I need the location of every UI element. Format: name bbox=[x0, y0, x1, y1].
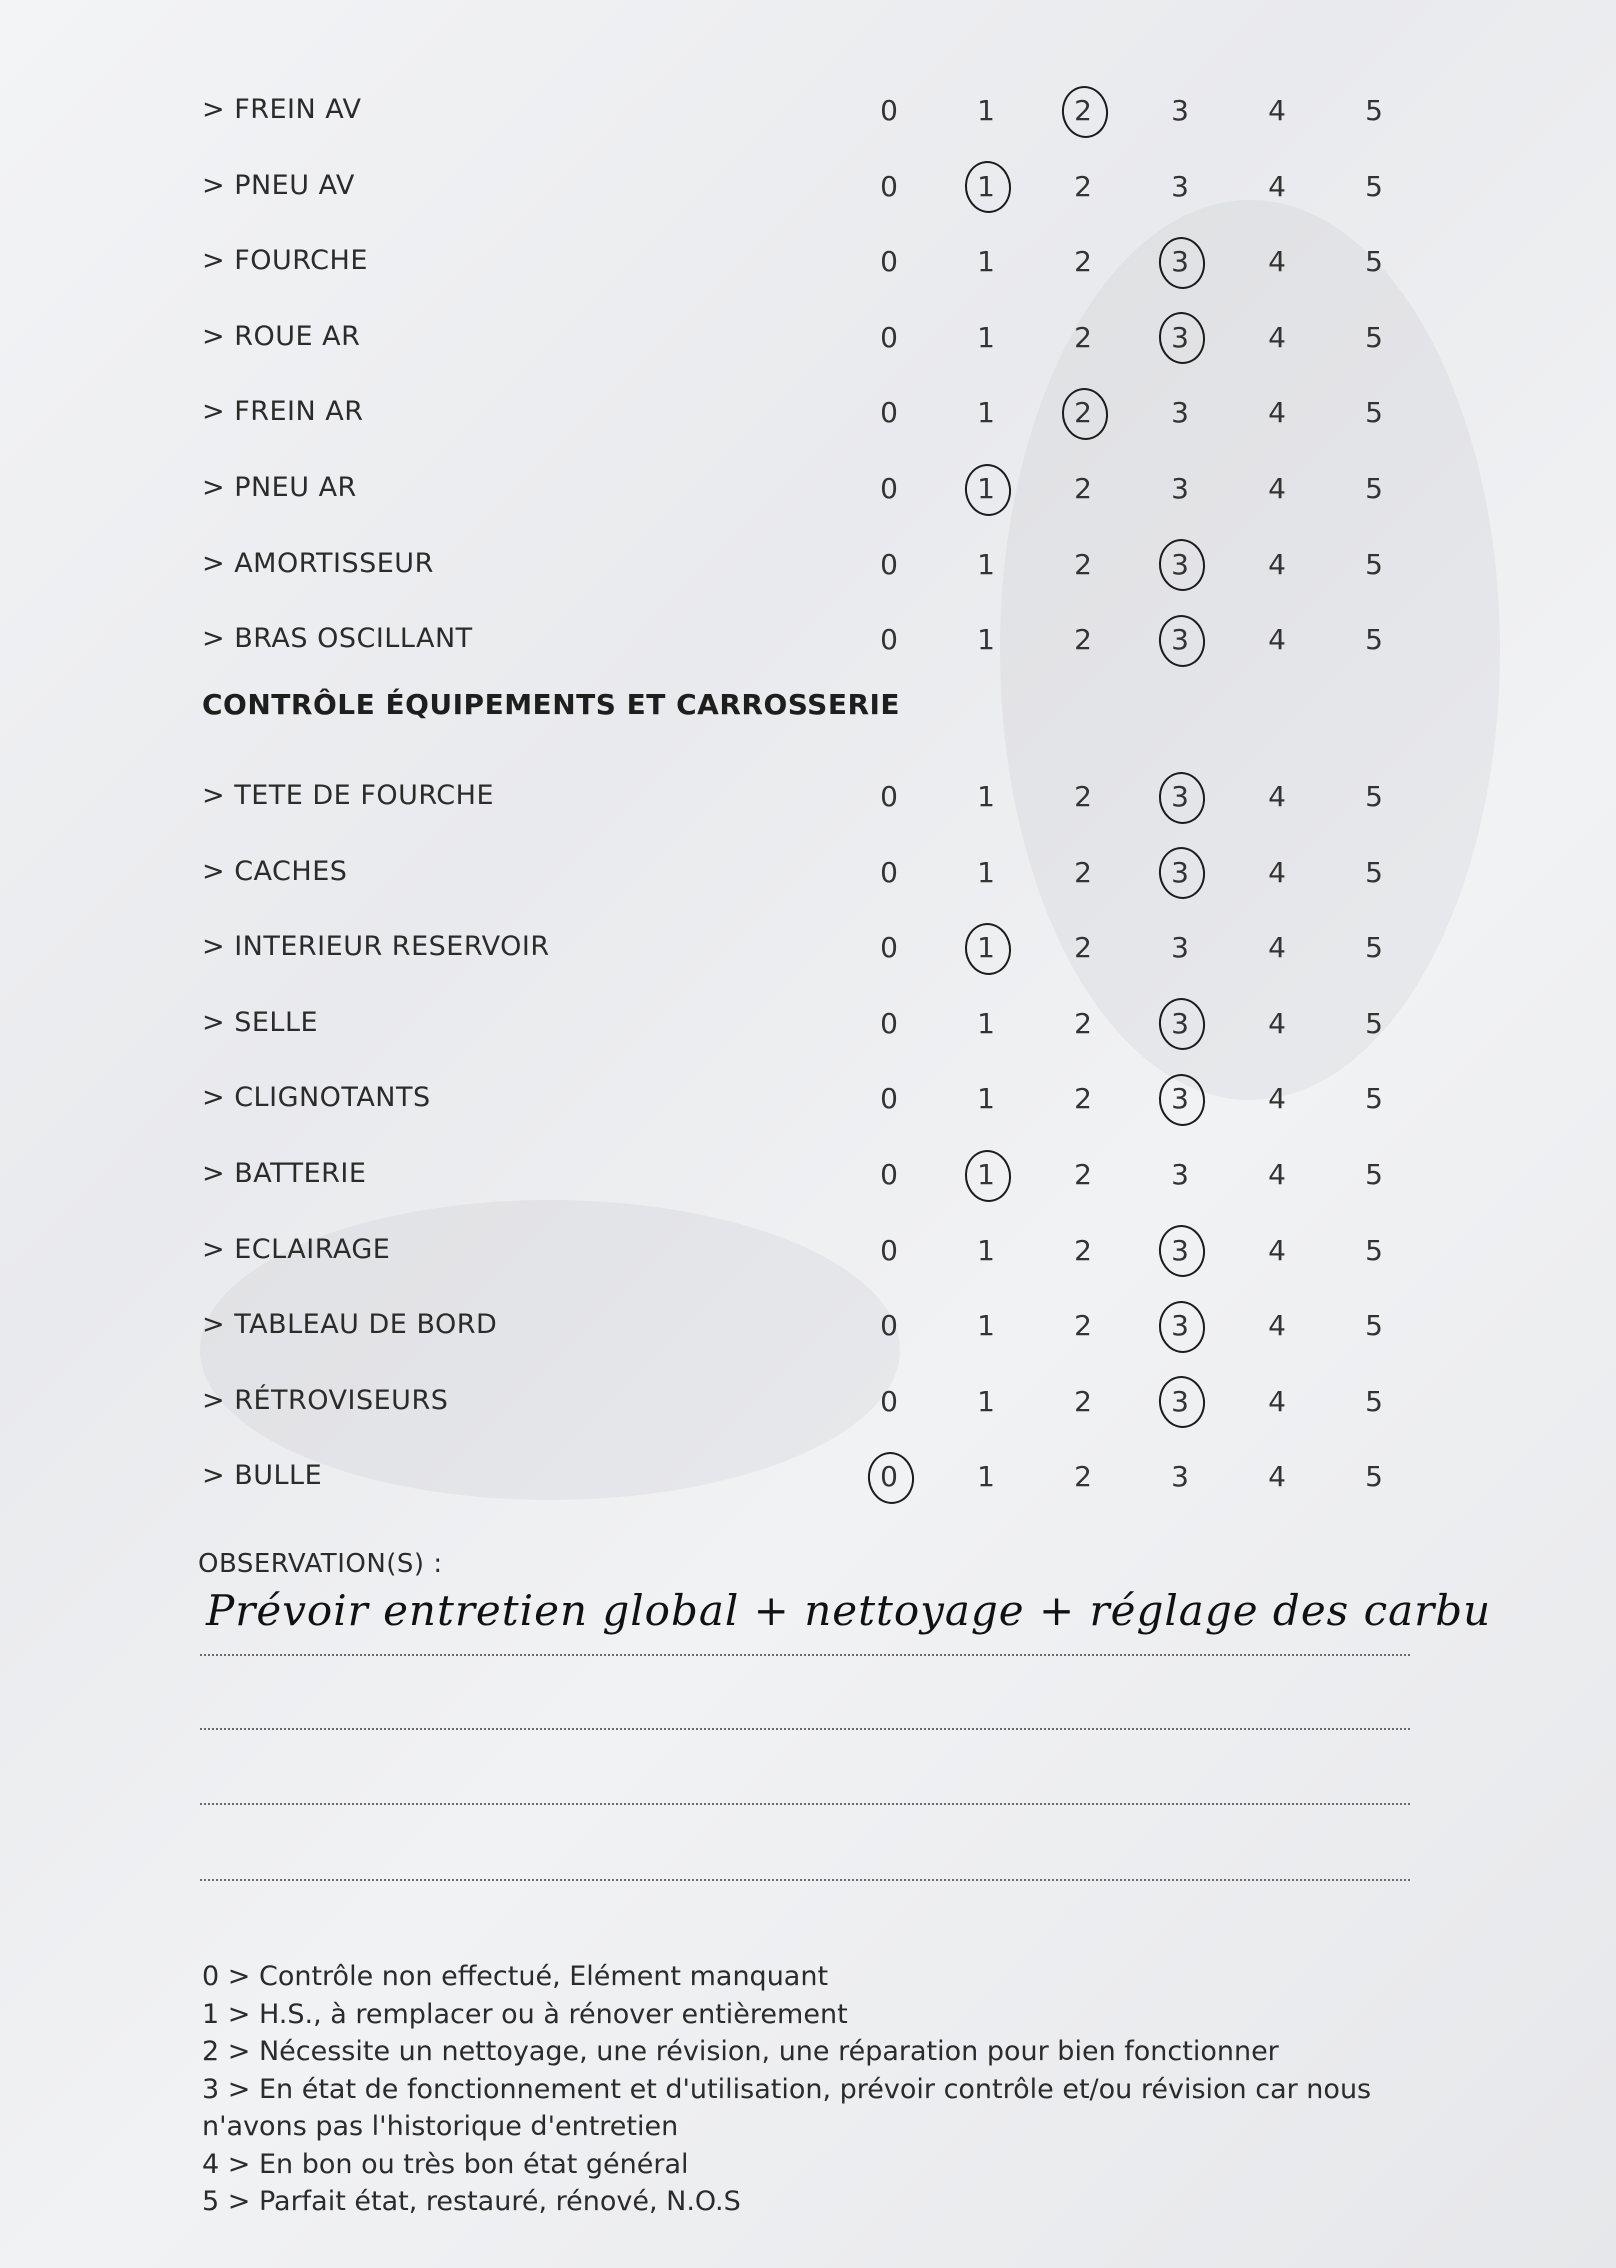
score-option[interactable]: 0 bbox=[880, 1082, 898, 1116]
check-row bbox=[0, 450, 1616, 526]
score-option[interactable]: 5 bbox=[1365, 472, 1383, 505]
score-option[interactable]: 1 bbox=[977, 1233, 995, 1267]
score-option[interactable]: 5 bbox=[1365, 855, 1383, 889]
score-option[interactable]: 0 bbox=[880, 94, 898, 127]
score-option[interactable]: 2 bbox=[1074, 1082, 1092, 1116]
check-row-label: > BRAS OSCILLANT bbox=[202, 623, 473, 655]
score-option[interactable]: 5 bbox=[1365, 169, 1383, 203]
observations-handwritten-text: Prévoir entretien global + nettoyage + réglage des carbu bbox=[206, 1586, 1492, 1635]
score-option[interactable]: 1 bbox=[977, 320, 995, 354]
check-row-label: > BATTERIE bbox=[202, 1158, 367, 1189]
score-option[interactable]: 0 bbox=[880, 623, 898, 657]
score-option[interactable]: 2 bbox=[1074, 1006, 1092, 1040]
score-option[interactable]: 1 bbox=[977, 780, 995, 813]
score-option[interactable]: 4 bbox=[1268, 623, 1286, 657]
score-option[interactable]: 4 bbox=[1268, 1384, 1286, 1418]
score-option[interactable]: 1 bbox=[977, 1082, 995, 1116]
score-option[interactable]: 2 bbox=[1074, 547, 1092, 581]
score-option[interactable]: 5 bbox=[1365, 1460, 1383, 1494]
score-option[interactable]: 2 bbox=[1074, 1158, 1092, 1191]
check-row bbox=[0, 1060, 1616, 1136]
score-option[interactable]: 4 bbox=[1268, 1158, 1286, 1191]
check-row bbox=[0, 985, 1616, 1061]
legend-item: 2 > Nécessite un nettoyage, une révision, une réparation pour bien fonctionner bbox=[202, 2036, 1279, 2067]
score-option[interactable]: 0 bbox=[880, 547, 898, 581]
score-option[interactable]: 4 bbox=[1268, 320, 1286, 354]
check-row-label: > ROUE AR bbox=[202, 320, 361, 352]
score-option-selected[interactable]: 3 bbox=[1150, 623, 1210, 656]
score-option[interactable]: 1 bbox=[977, 1006, 995, 1040]
score-option-selected[interactable]: 0 bbox=[859, 1460, 919, 1493]
score-option-selected[interactable]: 3 bbox=[1150, 1234, 1210, 1267]
score-option[interactable]: 1 bbox=[977, 245, 995, 279]
score-option-selected[interactable]: 3 bbox=[1150, 1309, 1210, 1342]
check-row-label: > AMORTISSEUR bbox=[202, 547, 434, 579]
score-option[interactable]: 5 bbox=[1365, 931, 1383, 965]
score-option-selected[interactable]: 2 bbox=[1053, 396, 1113, 429]
check-row-label: > INTERIEUR RESERVOIR bbox=[202, 931, 550, 963]
score-option[interactable]: 4 bbox=[1268, 472, 1286, 505]
score-option[interactable]: 4 bbox=[1268, 245, 1286, 279]
score-option[interactable]: 3 bbox=[1171, 931, 1189, 965]
legend-item: 0 > Contrôle non effectué, Elément manquant bbox=[202, 1961, 829, 1992]
score-option[interactable]: 4 bbox=[1268, 169, 1286, 203]
score-option[interactable]: 0 bbox=[880, 1309, 898, 1343]
check-row-label: > RÉTROVISEURS bbox=[202, 1384, 449, 1416]
check-row bbox=[0, 223, 1616, 299]
score-option[interactable]: 1 bbox=[977, 1309, 995, 1343]
score-option[interactable]: 4 bbox=[1268, 780, 1286, 813]
score-option[interactable]: 5 bbox=[1365, 1158, 1383, 1191]
check-row bbox=[0, 1438, 1616, 1514]
observation-line bbox=[200, 1803, 1410, 1805]
score-option[interactable]: 2 bbox=[1074, 623, 1092, 657]
score-option[interactable]: 3 bbox=[1171, 472, 1189, 505]
score-option[interactable]: 0 bbox=[880, 931, 898, 965]
score-option[interactable]: 1 bbox=[977, 855, 995, 889]
check-row bbox=[0, 1287, 1616, 1363]
score-option[interactable]: 0 bbox=[880, 320, 898, 354]
score-option[interactable]: 1 bbox=[977, 396, 995, 430]
score-option[interactable]: 2 bbox=[1074, 1460, 1092, 1494]
score-option[interactable]: 4 bbox=[1268, 1460, 1286, 1494]
score-option[interactable]: 0 bbox=[880, 1384, 898, 1418]
check-row bbox=[0, 299, 1616, 375]
score-option[interactable]: 0 bbox=[880, 472, 898, 505]
score-option[interactable]: 5 bbox=[1365, 94, 1383, 127]
score-option-selected[interactable]: 3 bbox=[1150, 548, 1210, 581]
score-option[interactable]: 4 bbox=[1268, 931, 1286, 965]
score-option[interactable]: 5 bbox=[1365, 547, 1383, 581]
score-option-selected[interactable]: 3 bbox=[1150, 780, 1210, 813]
score-option-selected[interactable]: 3 bbox=[1150, 245, 1210, 278]
check-row-label: > FOURCHE bbox=[202, 245, 368, 277]
score-option-selected[interactable]: 3 bbox=[1150, 1082, 1210, 1115]
check-row bbox=[0, 1363, 1616, 1439]
check-row-label: > FREIN AR bbox=[202, 396, 364, 428]
score-option[interactable]: 2 bbox=[1074, 1233, 1092, 1267]
score-option[interactable]: 0 bbox=[880, 1233, 898, 1267]
check-row bbox=[0, 758, 1616, 834]
legend-item: 3 > En état de fonctionnement et d'utilisation, prévoir contrôle et/ou révision car nous n'avons pas l'historique d'entretien bbox=[202, 2073, 1372, 2142]
score-option-selected[interactable]: 1 bbox=[956, 931, 1016, 964]
check-row-label: > ECLAIRAGE bbox=[202, 1233, 391, 1265]
score-option[interactable]: 2 bbox=[1074, 320, 1092, 354]
score-option[interactable]: 5 bbox=[1365, 1309, 1383, 1343]
score-option[interactable]: 5 bbox=[1365, 1233, 1383, 1267]
check-row-label: > BULLE bbox=[202, 1460, 323, 1492]
check-row-label: > PNEU AR bbox=[202, 472, 357, 503]
score-option[interactable]: 4 bbox=[1268, 94, 1286, 127]
score-option[interactable]: 4 bbox=[1268, 396, 1286, 430]
check-row bbox=[0, 72, 1616, 148]
score-option[interactable]: 0 bbox=[880, 169, 898, 203]
check-row-label: > CACHES bbox=[202, 855, 348, 887]
score-option[interactable]: 0 bbox=[880, 780, 898, 813]
score-option[interactable]: 1 bbox=[977, 94, 995, 127]
score-option-selected[interactable]: 3 bbox=[1150, 856, 1210, 889]
score-option-selected[interactable]: 1 bbox=[956, 170, 1016, 203]
score-option-selected[interactable]: 1 bbox=[956, 1158, 1016, 1191]
check-row bbox=[0, 1136, 1616, 1212]
score-option[interactable]: 0 bbox=[880, 1006, 898, 1040]
score-option[interactable]: 2 bbox=[1074, 780, 1092, 813]
score-option[interactable]: 5 bbox=[1365, 320, 1383, 354]
score-option[interactable]: 1 bbox=[977, 1384, 995, 1418]
score-option[interactable]: 4 bbox=[1268, 547, 1286, 581]
score-option[interactable]: 4 bbox=[1268, 1309, 1286, 1343]
check-row bbox=[0, 601, 1616, 677]
score-option[interactable]: 1 bbox=[977, 623, 995, 657]
legend-item: 4 > En bon ou très bon état général bbox=[202, 2148, 689, 2180]
check-row bbox=[0, 909, 1616, 985]
score-option[interactable]: 5 bbox=[1365, 1082, 1383, 1116]
score-option-selected[interactable]: 1 bbox=[956, 472, 1016, 505]
check-row-label: > FREIN AV bbox=[202, 94, 362, 125]
check-row bbox=[0, 148, 1616, 224]
check-row-label: > TABLEAU DE BORD bbox=[202, 1309, 498, 1341]
score-option[interactable]: 1 bbox=[977, 547, 995, 581]
score-option[interactable]: 5 bbox=[1365, 623, 1383, 657]
check-row-label: > TETE DE FOURCHE bbox=[202, 780, 494, 811]
check-row bbox=[0, 1212, 1616, 1288]
score-option-selected[interactable]: 3 bbox=[1150, 1385, 1210, 1418]
score-option[interactable]: 0 bbox=[880, 396, 898, 430]
scoring-legend bbox=[202, 1958, 1422, 2221]
score-option[interactable]: 5 bbox=[1365, 1006, 1383, 1040]
score-option[interactable]: 2 bbox=[1074, 472, 1092, 505]
score-option[interactable]: 3 bbox=[1171, 1460, 1189, 1494]
check-row bbox=[0, 526, 1616, 602]
score-option[interactable]: 3 bbox=[1171, 94, 1189, 127]
score-option[interactable]: 3 bbox=[1171, 396, 1189, 430]
check-row bbox=[0, 834, 1616, 910]
score-option[interactable]: 5 bbox=[1365, 396, 1383, 430]
check-row-label: > CLIGNOTANTS bbox=[202, 1082, 431, 1114]
score-option[interactable]: 2 bbox=[1074, 931, 1092, 965]
score-option[interactable]: 2 bbox=[1074, 855, 1092, 889]
legend-item: 1 > H.S., à remplacer ou à rénover entièrement bbox=[202, 1998, 848, 2030]
score-option[interactable]: 4 bbox=[1268, 1006, 1286, 1040]
score-option[interactable]: 3 bbox=[1171, 169, 1189, 203]
section-title-equipment: CONTRÔLE ÉQUIPEMENTS ET CARROSSERIE bbox=[202, 688, 901, 721]
score-option[interactable]: 2 bbox=[1074, 245, 1092, 279]
score-option-selected[interactable]: 2 bbox=[1053, 94, 1113, 127]
score-option[interactable]: 1 bbox=[977, 1460, 995, 1494]
score-option[interactable]: 4 bbox=[1268, 855, 1286, 889]
score-option[interactable]: 4 bbox=[1268, 1233, 1286, 1267]
score-option-selected[interactable]: 3 bbox=[1150, 321, 1210, 354]
check-row bbox=[0, 374, 1616, 450]
score-option[interactable]: 2 bbox=[1074, 1309, 1092, 1343]
observation-line bbox=[200, 1879, 1410, 1881]
check-row-label: > SELLE bbox=[202, 1006, 319, 1038]
score-option[interactable]: 2 bbox=[1074, 169, 1092, 203]
score-option[interactable]: 2 bbox=[1074, 1384, 1092, 1418]
observation-line bbox=[200, 1728, 1410, 1730]
score-option[interactable]: 0 bbox=[880, 855, 898, 889]
check-row-label: > PNEU AV bbox=[202, 169, 355, 201]
observation-line bbox=[200, 1654, 1410, 1656]
score-option[interactable]: 5 bbox=[1365, 780, 1383, 813]
observations-label: OBSERVATION(S) : bbox=[198, 1549, 443, 1579]
score-option[interactable]: 4 bbox=[1268, 1082, 1286, 1116]
score-option[interactable]: 0 bbox=[880, 1158, 898, 1191]
legend-item: 5 > Parfait état, restauré, rénové, N.O.S bbox=[202, 2186, 741, 2217]
score-option[interactable]: 0 bbox=[880, 245, 898, 279]
score-option[interactable]: 5 bbox=[1365, 245, 1383, 279]
score-option-selected[interactable]: 3 bbox=[1150, 1007, 1210, 1040]
score-option[interactable]: 3 bbox=[1171, 1158, 1189, 1191]
score-option[interactable]: 5 bbox=[1365, 1384, 1383, 1418]
